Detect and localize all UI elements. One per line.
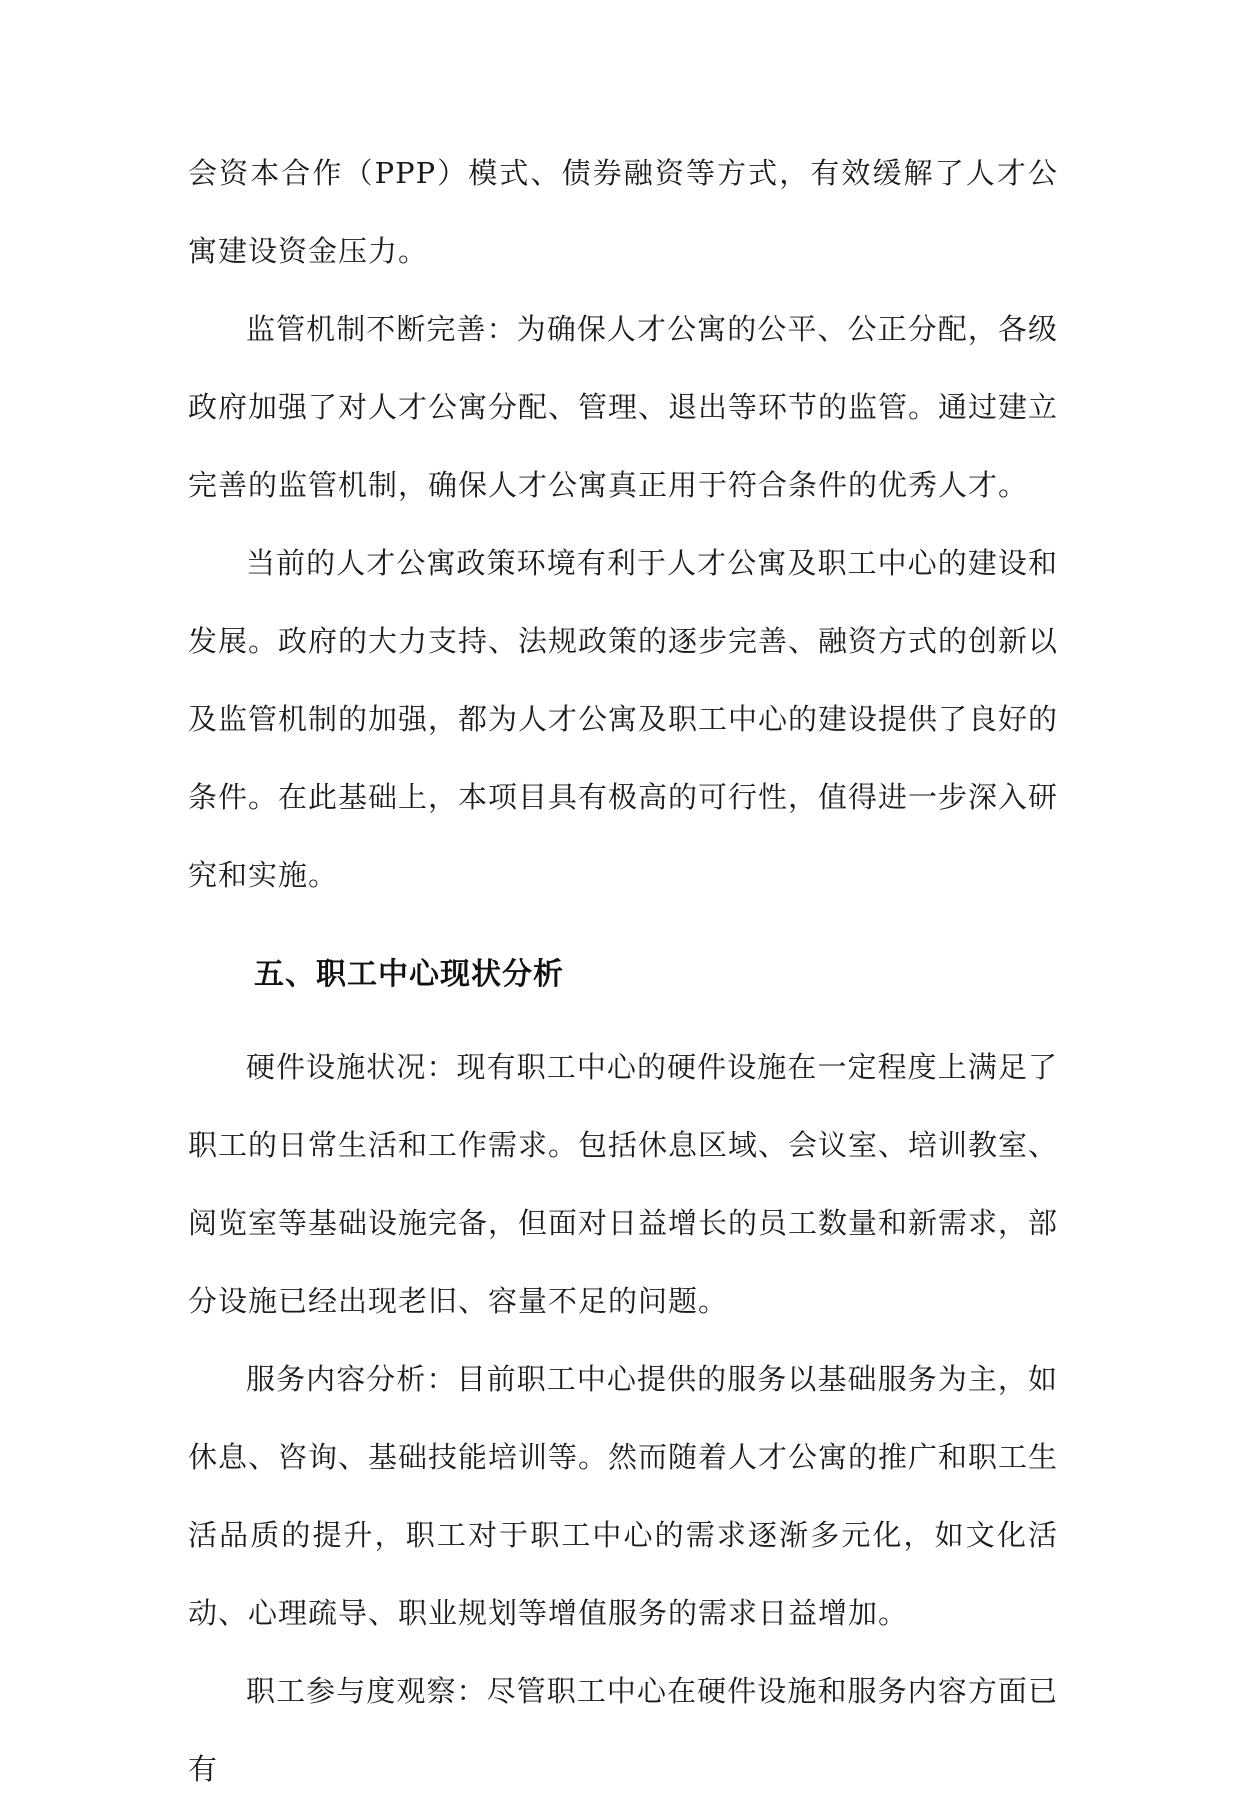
- document-body: [188, 134, 1058, 1808]
- paragraph-continuation: 会资本合作（PPP）模式、债券融资等方式，有效缓解了人才公寓建设资金压力。: [188, 156, 1058, 268]
- paragraph-services: 服务内容分析：目前职工中心提供的服务以基础服务为主，如休息、咨询、基础技能培训等。然而随着人才公寓的推广和职工生活品质的提升，职工对于职工中心的需求逐渐多元化，如文化活动、心理疏导、职业规划等增值服务的需求日益增加。: [188, 1362, 1059, 1630]
- paragraph-policy-summary: 当前的人才公寓政策环境有利于人才公寓及职工中心的建设和发展。政府的大力支持、法规政策的逐步完善、融资方式的创新以及监管机制的加强，都为人才公寓及职工中心的建设提供了良好的条件。在此基础上，本项目具有极高的可行性，值得进一步深入研究和实施。: [188, 546, 1059, 892]
- paragraph-participation: 职工参与度观察：尽管职工中心在硬件设施和服务内容方面已有: [188, 1674, 1058, 1786]
- paragraph-supervision: 监管机制不断完善：为确保人才公寓的公平、公正分配，各级政府加强了对人才公寓分配、管理、退出等环节的监管。通过建立完善的监管机制，确保人才公寓真正用于符合条件的优秀人才。: [188, 312, 1059, 502]
- section-heading: 五、职工中心现状分析: [254, 957, 564, 992]
- paragraph-hardware: 硬件设施状况：现有职工中心的硬件设施在一定程度上满足了职工的日常生活和工作需求。包括休息区域、会议室、培训教室、阅览室等基础设施完备，但面对日益增长的员工数量和新需求，部分设施已经出现老旧、容量不足的问题。: [188, 1050, 1059, 1318]
